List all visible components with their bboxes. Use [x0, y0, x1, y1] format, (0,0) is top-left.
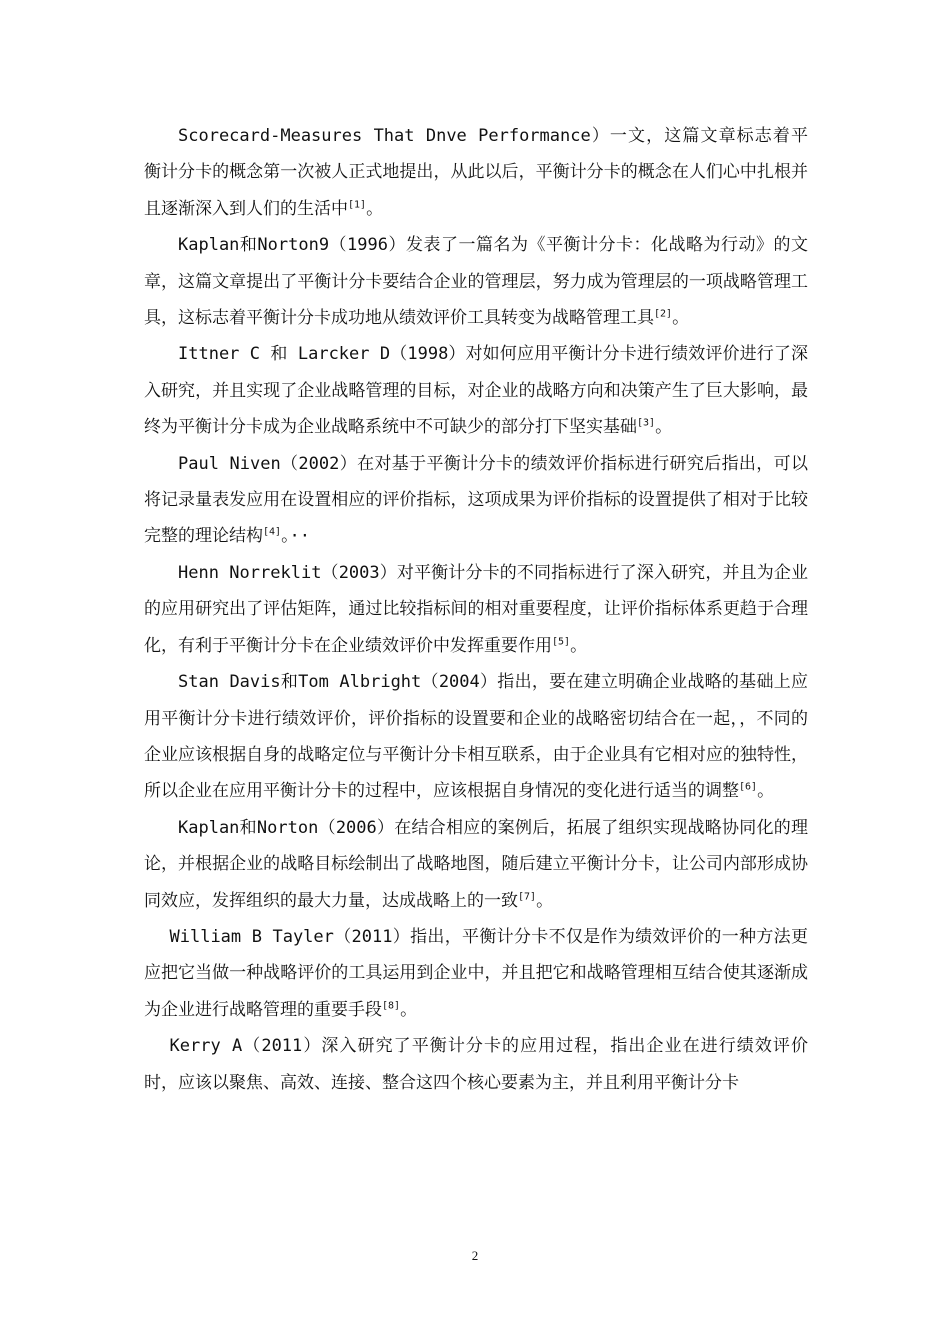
paragraph-8-text: William B Tayler（2011）指出，平衡计分卡不仅是作为绩效评价的一种方法更应把它当做一种战略评价的工具运用到企业中，并且把它和战略管理相互结合使其逐渐成为企业进行战略管理的重要手段 — [144, 926, 808, 1020]
paragraph-3 — [144, 336, 808, 445]
paragraph-1-text: Scorecard-Measures That Dnve Performance）一文，这篇文章标志着平衡计分卡的概念第一次被人正式地提出，从此以后，平衡计分卡的概念在人们心中扎根并且逐渐深入到人们的生活中 — [144, 126, 808, 219]
paragraph-1 — [144, 118, 808, 227]
paragraph-9 — [144, 1028, 808, 1101]
paragraph-4-text: Paul Niven（2002）在对基于平衡计分卡的绩效评价指标进行研究后指出，可以将记录量表发应用在设置相应的评价指标，这项成果为评价指标的设置提供了相对于比较完整的理论结构 — [144, 453, 808, 547]
citation-3: [3] — [637, 417, 656, 429]
paragraph-6-text: Stan Davis和Tom Albright（2004）指出，要在建立明确企业战略的基础上应用平衡计分卡进行绩效评价，评价指标的设置要和企业的战略密切结合在一起，，不同的企业应该根据自身的战略定位与平衡计分卡相互联系，由于企业具有它相对应的独特性，所以企业在应用平衡计分卡的过程中，应该根据自身情况的变化进行适当的调整 — [144, 672, 808, 802]
paragraph-2-text: Kaplan和Norton9（1996）发表了一篇名为《平衡计分卡：化战略为行动》的文章，这篇文章提出了平衡计分卡要结合企业的管理层，努力成为管理层的一项战略管理工具，这标志着平衡计分卡成功地从绩效评价工具转变为战略管理工具 — [144, 235, 808, 329]
paragraph-3-text: Ittner C 和 Larcker D（1998）对如何应用平衡计分卡进行绩效评价进行了深入研究，并且实现了企业战略管理的目标，对企业的战略方向和决策产生了巨大影响，最终为平衡计分卡成为企业战略系统中不可缺少的部分打下坚实基础 — [144, 344, 808, 438]
paragraph-3-tail: 。 — [655, 417, 673, 438]
citation-4: [4] — [263, 526, 282, 538]
paragraph-8-tail: 。 — [400, 999, 418, 1020]
paragraph-2 — [144, 227, 808, 336]
citation-1: [1] — [348, 199, 367, 211]
paragraph-2-tail: 。 — [672, 308, 690, 329]
citation-8: [8] — [382, 1000, 401, 1012]
paragraph-5-tail: 。 — [570, 635, 588, 656]
paragraph-8 — [144, 919, 808, 1028]
paragraph-5-text: Henn Norreklit（2003）对平衡计分卡的不同指标进行了深入研究，并且为企业的应用研究出了评估矩阵，通过比较指标间的相对重要程度，让评价指标体系更趋于合理化，有利于平衡计分卡在企业绩效评价中发挥重要作用 — [144, 562, 808, 656]
page-number: 2 — [471, 1248, 479, 1263]
paragraph-4-tail: 。·· — [281, 526, 311, 547]
document-body — [144, 118, 808, 1101]
paragraph-6 — [144, 664, 808, 810]
paragraph-7-tail: 。 — [536, 890, 554, 911]
citation-2: [2] — [654, 308, 673, 320]
paragraph-1-tail: 。 — [366, 198, 384, 219]
paragraph-7-text: Kaplan和Norton（2006）在结合相应的案例后，拓展了组织实现战略协同化的理论，并根据企业的战略目标绘制出了战略地图，随后建立平衡计分卡，让公司内部形成协同效应，发挥组织的最大力量，达成战略上的一致 — [144, 817, 808, 911]
citation-7: [7] — [518, 890, 537, 902]
paragraph-6-tail: 。 — [757, 781, 775, 802]
paragraph-9-text: Kerry A（2011）深入研究了平衡计分卡的应用过程，指出企业在进行绩效评价时，应该以聚焦、高效、连接、整合这四个核心要素为主，并且利用平衡计分卡 — [144, 1036, 808, 1093]
paragraph-5 — [144, 555, 808, 664]
citation-6: [6] — [739, 781, 758, 793]
paragraph-4 — [144, 446, 808, 555]
paragraph-7 — [144, 810, 808, 919]
citation-5: [5] — [552, 636, 571, 648]
